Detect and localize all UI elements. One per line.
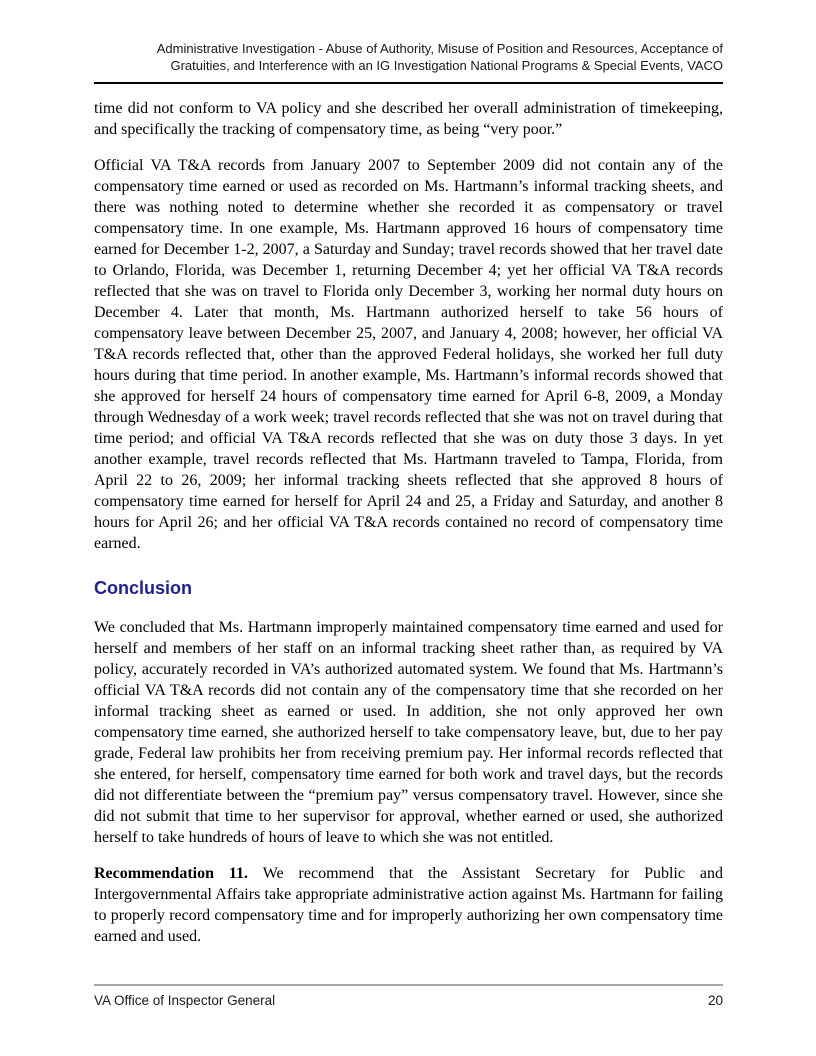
paragraph-timekeeping: time did not conform to VA policy and she described her overall administration of timekeeping, and specifically the tracking of compensatory time, as being “very poor.” [94, 100, 723, 138]
footer-organization: VA Office of Inspector General [94, 993, 276, 1008]
document-body [94, 98, 723, 947]
page-number: 20 [707, 993, 723, 1008]
header-rule [94, 82, 723, 84]
paragraph-ta-records: Official VA T&A records from January 2007 to September 2009 did not contain any of the compensatory time earned or used as recorded on Ms. Hartmann’s informal tracking sheets, and there was nothing noted to determine whether she recorded it as compensatory or travel compensatory time. In one example, Ms. Hartmann approved 16 hours of compensatory time earned for December 1-2, 2007, a Saturday and Sunday; travel records showed that her travel date to Orlando, Florida, was December 1, returning December 4; yet her official VA T&A records reflected that she was on travel to Florida only December 3, working her normal duty hours on December 4. Later that month, Ms. Hartmann authorized herself to take 56 hours of compensatory leave between December 25, 2007, and January 4, 2008; however, her official VA T&A records reflected that, other than the approved Federal holidays, she worked her full duty hours during that time period. In another example, Ms. Hartmann’s informal records showed that she approved for herself 24 hours of compensatory time earned for April 6-8, 2009, a Monday through Wednesday of a work week; travel records reflected that she was not on travel during that time period; and official VA T&A records reflected that she was on duty those 3 days. In yet another example, travel records reflected that Ms. Hartmann traveled to Tampa, Florida, from April 22 to 26, 2009; her informal tracking sheets reflected that she approved 8 hours of compensatory time earned for herself for April 24 and 25, a Friday and Saturday, and another 8 hours for April 26; and her official VA T&A records contained no record of compensatory time earned. [94, 157, 723, 552]
conclusion-heading: Conclusion [94, 578, 192, 598]
paragraph-conclusion: We concluded that Ms. Hartmann improperly maintained compensatory time earned and used for herself and members of her staff on an informal tracking sheet rather than, as required by VA policy, accurately recorded in VA’s authorized automated system. We found that Ms. Hartmann’s official VA T&A records did not contain any of the compensatory time that she recorded on her informal tracking sheet as earned or used. In addition, she not only approved her own compensatory time earned, she authorized herself to take compensatory leave, but, due to her pay grade, Federal law prohibits her from receiving premium pay. Her informal records reflected that she entered, for herself, compensatory time earned for both work and travel days, but the records did not differentiate between the “premium pay” versus compensatory travel. However, since she did not submit that time to her supervisor for approval, whether earned or used, she authorized herself to take hundreds of hours of leave to which she was not entitled. [94, 619, 723, 846]
page-footer [94, 984, 723, 1008]
paragraph-recommendation [94, 863, 723, 947]
header-line-1: Administrative Investigation - Abuse of Authority, Misuse of Position and Resources, Acceptance of [156, 41, 723, 56]
header-line-2: Gratuities, and Interference with an IG Investigation National Programs & Special Events, VACO [170, 58, 723, 73]
recommendation-label: Recommendation 11. [94, 865, 249, 882]
page-header [94, 40, 723, 74]
recommendation-text: We recommend that the Assistant Secretary for Public and Intergovernmental Affairs take appropriate administrative action against Ms. Hartmann for failing to properly record compensatory time and for improperly authorizing her own compensatory time earned and used. [94, 865, 724, 945]
